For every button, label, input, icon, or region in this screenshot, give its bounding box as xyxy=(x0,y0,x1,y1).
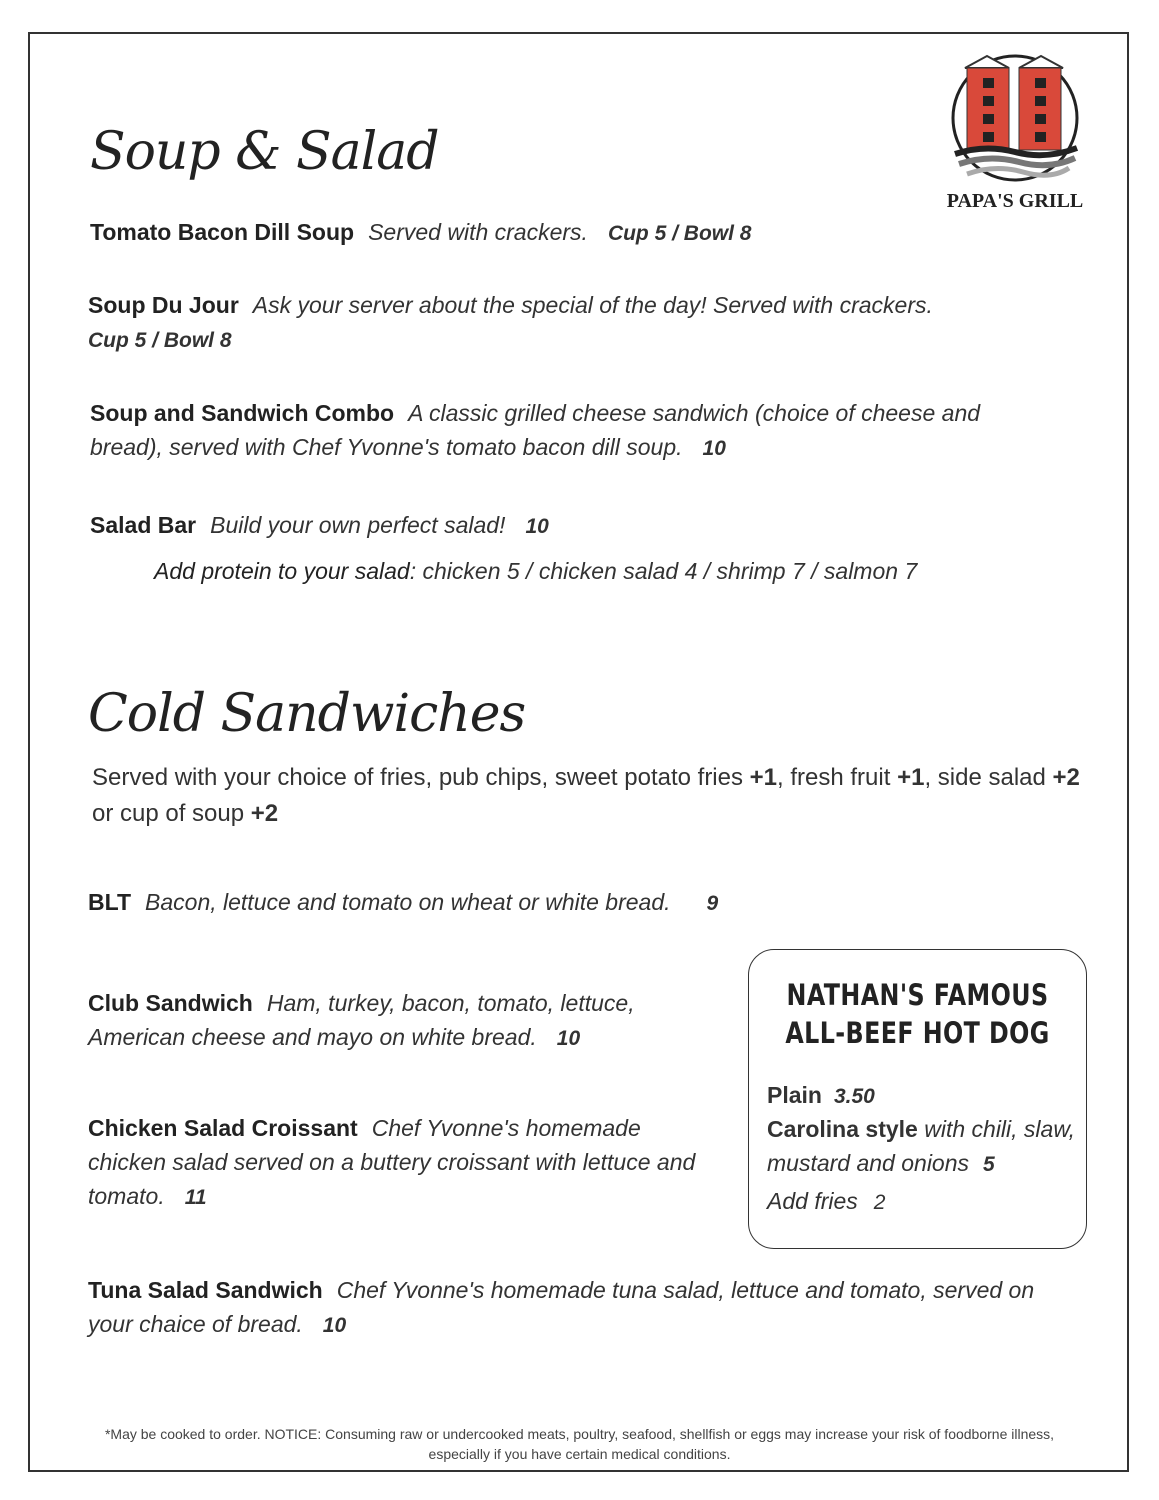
upcharge: +2 xyxy=(1052,764,1080,791)
item-price: 3.50 xyxy=(833,1085,875,1108)
item-desc: Served with crackers. xyxy=(368,219,588,245)
item-name: Chicken Salad Croissant xyxy=(88,1115,358,1141)
menu-item xyxy=(88,288,988,358)
item-price: 5 xyxy=(983,1153,995,1176)
hotdog-plain xyxy=(767,1078,875,1114)
item-desc: A classic grilled cheese sandwich (choice of cheese and bread), served with Chef Yvonne's tomato bacon dill soup. xyxy=(90,400,981,460)
notice-line: *May be cooked to order. NOTICE: Consuming raw or undercooked meats, poultry, seafood, shellfish or eggs may increase your risk of foodborne illness, xyxy=(104,1426,1055,1442)
hotdog-title-line: ALL-BEEF HOT DOG xyxy=(785,1016,1050,1050)
item-price: 10 xyxy=(556,1027,581,1050)
menu-item xyxy=(88,1273,1078,1343)
item-price: Cup 5 / Bowl 8 xyxy=(88,329,232,352)
item-name: Tomato Bacon Dill Soup xyxy=(90,219,355,245)
item-name: Carolina style xyxy=(767,1116,918,1142)
protein-addons xyxy=(154,554,1054,588)
item-price: 10 xyxy=(702,437,726,460)
papas-grill-logo xyxy=(945,50,1085,213)
cold-sandwiches-heading: Cold Sandwiches xyxy=(88,684,526,744)
menu-item xyxy=(88,986,698,1056)
upcharge: +1 xyxy=(749,764,778,791)
item-desc: Ask your server about the special of the day! Served with crackers. xyxy=(252,292,933,318)
intro-text: Served with your choice of fries, pub chips, sweet potato fries xyxy=(92,764,750,791)
item-name: BLT xyxy=(88,889,132,915)
item-desc: Build your own perfect salad! xyxy=(210,512,506,538)
protein-options: : chicken 5 / chicken salad 4 / shrimp 7 / salmon 7 xyxy=(409,558,918,584)
item-name: Plain xyxy=(767,1082,822,1108)
intro-text: , side salad xyxy=(924,764,1053,791)
item-price: 11 xyxy=(184,1186,207,1209)
item-desc: Chef Yvonne's homemade chicken salad served on a buttery croissant with lettuce and tomato. xyxy=(88,1115,696,1209)
protein-label: Add protein to your salad xyxy=(154,558,410,584)
intro-text: or cup of soup xyxy=(92,800,251,827)
item-name: Club Sandwich xyxy=(88,990,253,1016)
hotdog-title xyxy=(779,976,1055,1052)
item-name: Tuna Salad Sandwich xyxy=(88,1277,323,1303)
menu-item xyxy=(88,885,788,921)
item-name: Add fries xyxy=(767,1188,858,1214)
silo-building-icon xyxy=(945,50,1085,185)
food-safety-notice xyxy=(40,1424,1119,1464)
item-name: Salad Bar xyxy=(90,512,197,538)
menu-item xyxy=(90,396,1050,466)
hotdog-fries xyxy=(767,1184,885,1220)
item-price: 2 xyxy=(873,1191,886,1214)
logo-text: PAPA'S GRILL xyxy=(946,190,1084,212)
item-desc: Ham, turkey, bacon, tomato, lettuce, American cheese and mayo on white bread. xyxy=(88,990,635,1050)
upcharge: +2 xyxy=(250,800,279,827)
hotdog-carolina xyxy=(767,1112,1077,1182)
item-price: 10 xyxy=(525,515,549,538)
item-desc: Bacon, lettuce and tomato on wheat or white bread. xyxy=(145,889,671,915)
upcharge: +1 xyxy=(897,764,925,791)
item-name: Soup Du Jour xyxy=(88,292,239,318)
notice-line: especially if you have certain medical conditions. xyxy=(428,1446,731,1462)
sides-intro xyxy=(92,760,1092,832)
item-name: Soup and Sandwich Combo xyxy=(90,400,395,426)
menu-item xyxy=(88,1111,698,1215)
hotdog-box xyxy=(748,949,1087,1249)
hotdog-title-line: NATHAN'S FAMOUS xyxy=(786,978,1049,1012)
intro-text: , fresh fruit xyxy=(777,764,898,791)
menu-item xyxy=(90,215,1090,251)
item-price: 10 xyxy=(322,1314,347,1337)
item-desc: Chef Yvonne's homemade tuna salad, lettuce and tomato, served on your chaice of bread. xyxy=(88,1277,1035,1337)
soup-salad-heading: Soup & Salad xyxy=(90,122,439,182)
menu-item xyxy=(90,508,990,544)
item-price: Cup 5 / Bowl 8 xyxy=(607,222,752,245)
item-desc: with chili, slaw, mustard and onions xyxy=(767,1116,1076,1176)
item-price: 9 xyxy=(706,892,719,915)
